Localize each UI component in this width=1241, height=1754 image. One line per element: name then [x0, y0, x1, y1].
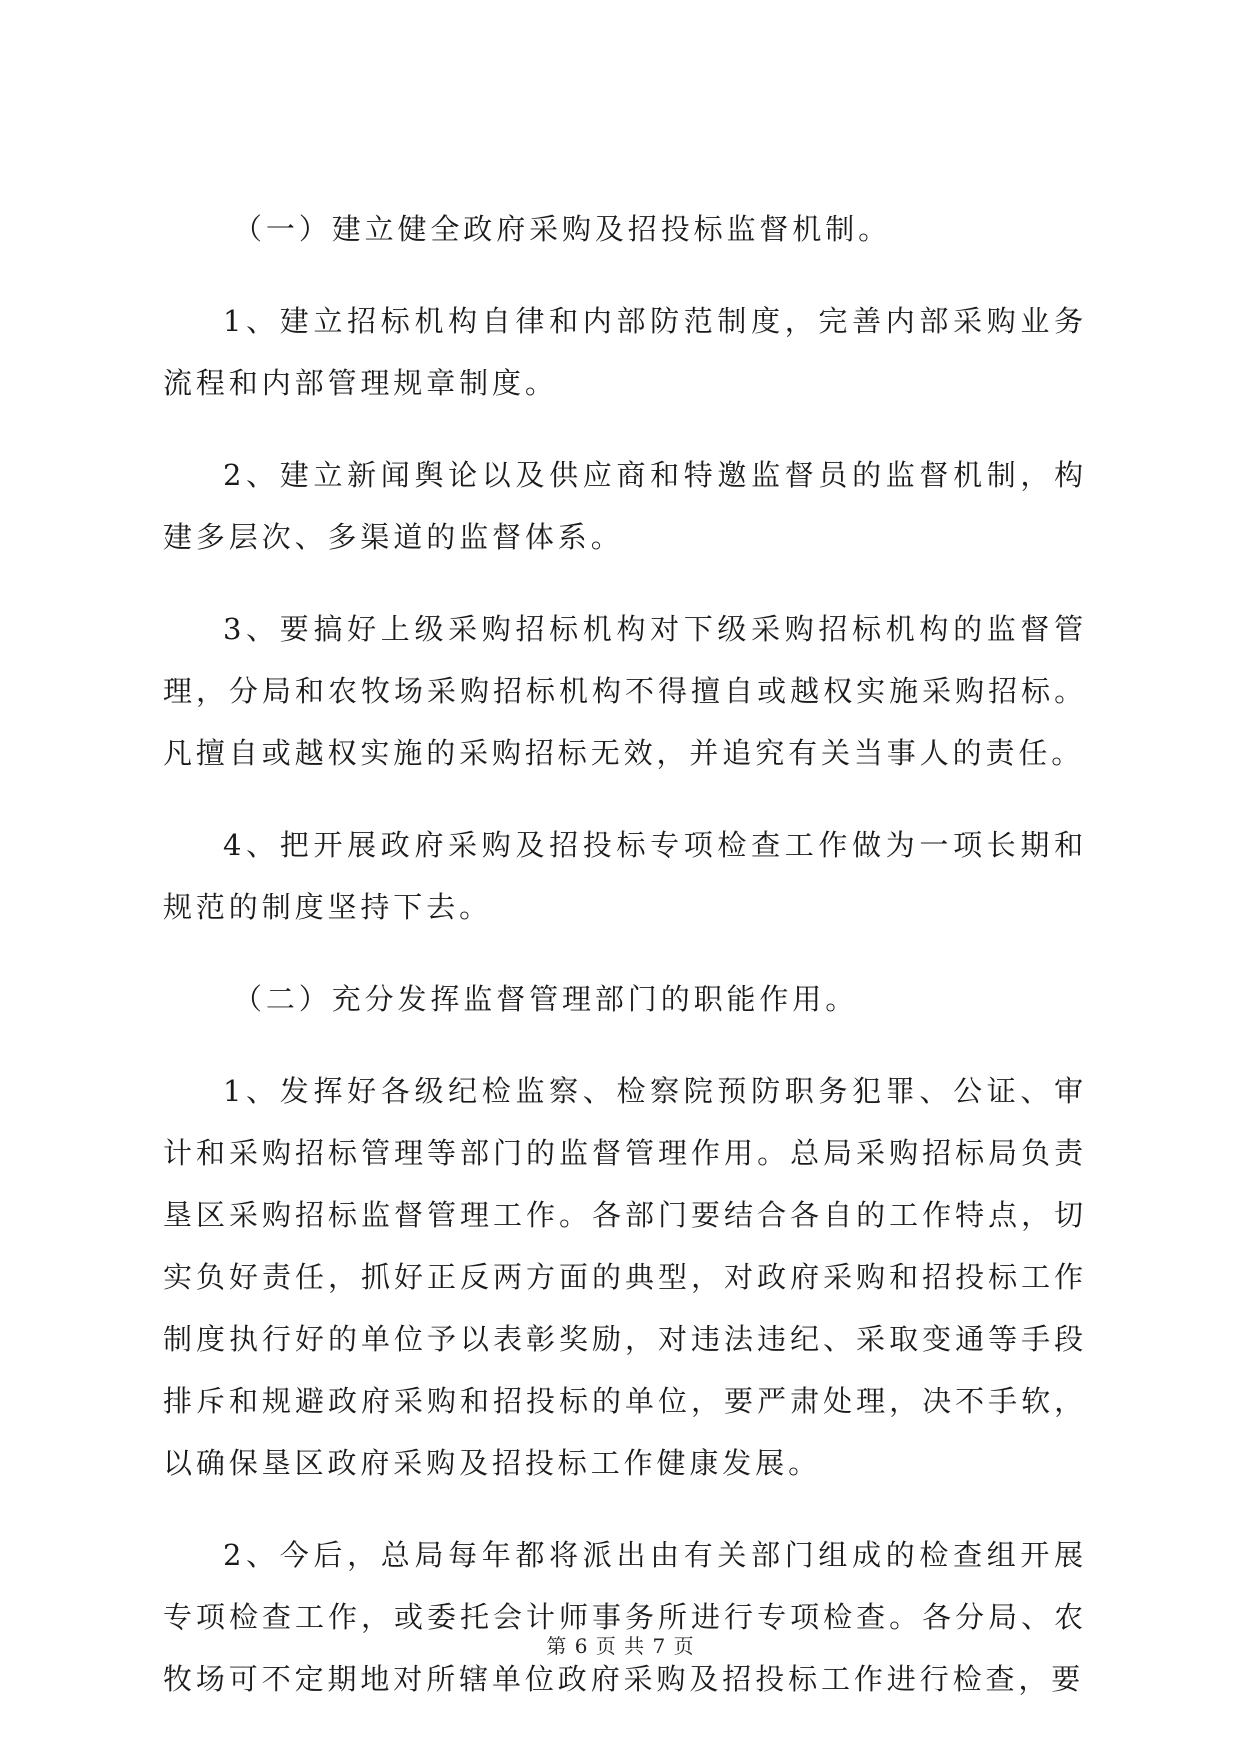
paragraph-1-1: 1、建立招标机构自律和内部防范制度，完善内部采购业务流程和内部管理规章制度。	[163, 304, 1087, 400]
paragraph-1-3: 3、要搞好上级采购招标机构对下级采购招标机构的监督管理，分局和农牧场采购招标机构不得擅自或越权实施采购招标。凡擅自或越权实施的采购招标无效，并追究有关当事人的责任。	[163, 612, 1087, 770]
paragraph-1-4: 4、把开展政府采购及招投标专项检查工作做为一项长期和规范的制度坚持下去。	[163, 828, 1087, 924]
page-footer: 第 6 页 共 7 页	[546, 1634, 695, 1658]
paragraph-2-1: 1、发挥好各级纪检监察、检察院预防职务犯罪、公证、审计和采购招标管理等部门的监督管理作用。总局采购招标局负责垦区采购招标监督管理工作。各部门要结合各自的工作特点，切实负好责任，抓好正反两方面的典型，对政府采购和招投标工作制度执行好的单位予以表彰奖励，对违法违纪、采取变通等手段排斥和规避政府采购和招投标的单位，要严肃处理，决不手软，以确保垦区政府采购及招投标工作健康发展。	[163, 1074, 1087, 1480]
paragraph-2-2: 2、今后，总局每年都将派出由有关部门组成的检查组开展专项检查工作，或委托会计师事务所进行专项检查。各分局、农牧场可不定期地对所辖单位政府采购及招投标工作进行检查，要	[163, 1538, 1087, 1696]
paragraph-1-2: 2、建立新闻舆论以及供应商和特邀监督员的监督机制，构建多层次、多渠道的监督体系。	[163, 458, 1087, 554]
section-heading-1: （一）建立健全政府采购及招投标监督机制。	[233, 212, 892, 246]
section-heading-2: （二）充分发挥监督管理部门的职能作用。	[233, 982, 859, 1016]
document-body	[163, 198, 1087, 1740]
